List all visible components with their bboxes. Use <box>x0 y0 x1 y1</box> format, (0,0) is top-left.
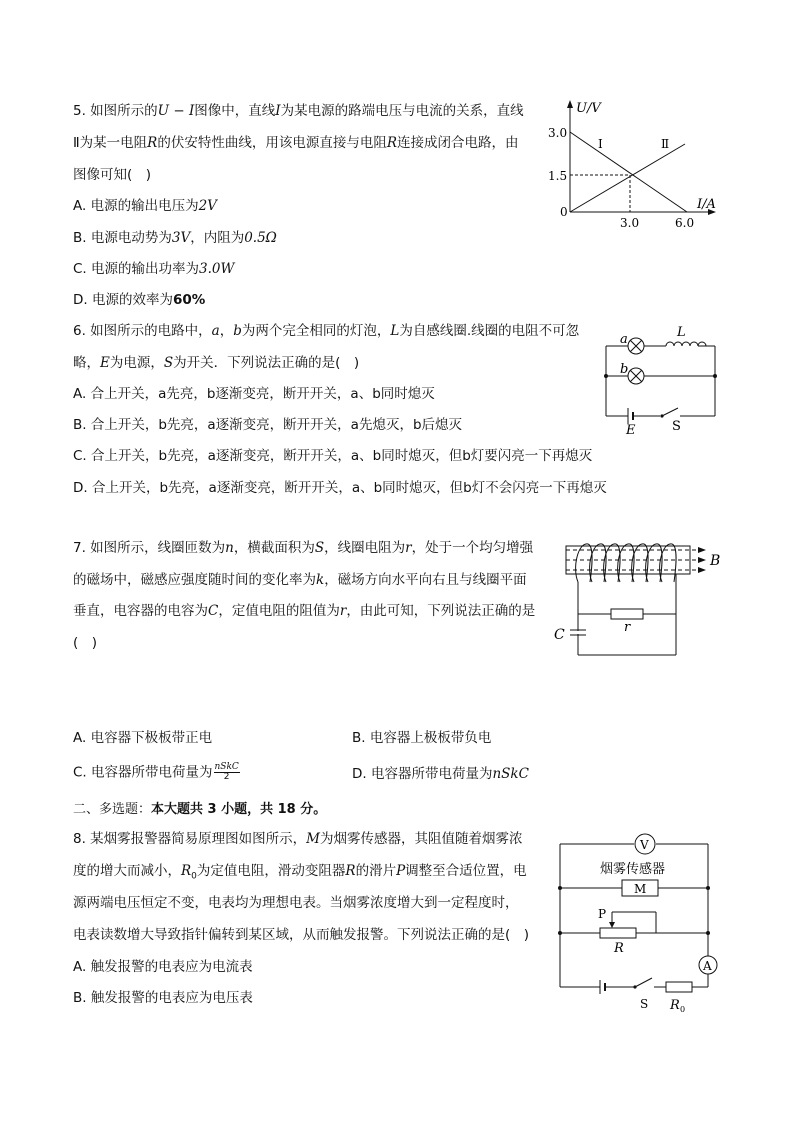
stem-var: R <box>181 863 192 879</box>
section-title: 二、多选题： <box>73 802 152 817</box>
option-text: C. 电容器所带电荷量为 <box>73 764 213 781</box>
stem-text: ，横截面积为 <box>233 540 315 556</box>
stem-var: a <box>211 323 220 339</box>
stem-text: 的磁场中，磁感应强度随时间的变化率为 <box>73 572 316 588</box>
rheostat-label: R <box>614 941 624 956</box>
fixed-resistor-icon <box>666 982 692 992</box>
q5-option-c <box>73 260 234 278</box>
option-text: D. 电源的效率为 <box>73 292 173 308</box>
q6-option-c: C. 合上开关，b先亮，a逐渐变亮，断开开关，a、b同时熄灭，但b灯要闪亮一下再熄灭 <box>73 448 593 464</box>
option-text: B. 电源电动势为 <box>73 230 172 246</box>
line-II-label: Ⅱ <box>661 137 670 151</box>
q5-option-d <box>73 291 205 309</box>
fraction-denominator: 2 <box>223 772 230 782</box>
rheostat-icon <box>600 928 636 938</box>
q7-stem-line1 <box>73 539 533 557</box>
q5-stem-text: 图像中，直线 <box>194 103 276 119</box>
q5-option-a <box>73 197 217 215</box>
q7-coil-circuit <box>548 538 728 663</box>
r0-label: R <box>670 998 680 1013</box>
q6-stem-line1 <box>73 322 579 340</box>
switch-label: S <box>640 997 649 1011</box>
fraction <box>214 763 240 782</box>
stem-text: ，处于一个均匀增强 <box>411 540 534 556</box>
q7-stem-line4: ( ) <box>73 635 98 651</box>
stem-text: 略， <box>73 355 100 371</box>
option-text: A. 电源的输出电压为 <box>73 198 199 214</box>
stem-text: 为电源， <box>109 355 164 371</box>
stem-var: S <box>163 355 174 371</box>
q8-stem-line3: 源两端电压恒定不变，电表均为理想电表。当烟雾浓度增大到一定程度时， <box>73 895 519 911</box>
stem-var: r <box>339 603 347 619</box>
q6-stem-line2 <box>73 354 359 372</box>
inductor-coil-icon <box>666 342 706 346</box>
switch-icon <box>662 408 678 416</box>
q7-stem-line3 <box>73 602 535 620</box>
option-value: 60% <box>172 292 206 308</box>
capacitor-label: C <box>554 627 565 643</box>
stem-var: b <box>233 323 242 339</box>
stem-text: ，定值电阻的阻值为 <box>218 603 340 619</box>
x-tick-6: 6.0 <box>675 216 695 230</box>
voltmeter-label: V <box>640 838 649 852</box>
q8-option-b: B. 触发报警的电表应为电压表 <box>73 990 253 1006</box>
q7-stem-line2 <box>73 571 527 589</box>
q7-option-c <box>73 763 240 782</box>
slider-arrow-icon <box>609 922 615 928</box>
q7-option-a: A. 电容器下极板带正电 <box>73 730 213 746</box>
stem-var: L <box>390 323 400 339</box>
stem-text: ， <box>219 323 234 339</box>
stem-var: P <box>396 863 406 879</box>
ammeter-label: A <box>703 959 712 973</box>
q7-option-b: B. 电容器上极板带负电 <box>352 730 492 746</box>
stem-var: C <box>208 603 219 619</box>
section-subtitle: 本大题共 3 小题，共 18 分。 <box>151 802 327 817</box>
q8-option-a: A. 触发报警的电表应为电流表 <box>73 959 253 975</box>
stem-var: n <box>225 540 234 556</box>
stem-subscript: 0 <box>191 871 197 882</box>
q7-option-d <box>352 765 529 783</box>
q5-stem-ui: U − I <box>157 103 195 119</box>
origin-label: 0 <box>560 205 568 219</box>
option-text: D. 电容器所带电荷量为 <box>352 766 493 782</box>
stem-text: 为开关．下列说法正确的是( ) <box>173 355 360 371</box>
stem-text: ，由此可知，下列说法正确的是 <box>346 603 536 619</box>
coil-label: L <box>677 325 686 340</box>
line-I <box>570 132 687 212</box>
stem-text: 6. 如图所示的电路中， <box>73 323 212 339</box>
q5-stem-text: 5. 如图所示的 <box>73 103 158 119</box>
q6-option-b: B. 合上开关，b先亮，a逐渐变亮，断开开关，a先熄灭，b后熄灭 <box>73 417 463 433</box>
q6-option-d: D. 合上开关，b先亮，a逐渐变亮，断开开关，a、b同时熄灭，但b灯不会闪亮一下再熄灭 <box>73 480 607 496</box>
stem-text: 8. 某烟雾报警器简易原理图如图所示， <box>73 831 307 847</box>
resistor-icon <box>611 609 643 619</box>
field-label: B <box>710 553 721 569</box>
q5-option-b <box>73 229 277 247</box>
q6-option-a: A. 合上开关，a先亮，b逐渐变亮，断开开关，a、b同时熄灭 <box>73 386 435 402</box>
lamp-b-label: b <box>620 362 629 377</box>
q8-stem-line1 <box>73 830 523 848</box>
q5-stem-text: 的伏安特性曲线，用该电源直接与电阻 <box>157 135 387 151</box>
stem-text: ，线圈电阻为 <box>324 540 406 556</box>
stem-text: 为烟雾传感器，其阻值随着烟雾浓 <box>320 831 523 847</box>
y-tick-3: 3.0 <box>548 126 568 140</box>
q5-stem-line2 <box>73 134 519 152</box>
q5-stem-var: I <box>275 103 281 119</box>
sensor-M-label: M <box>634 882 647 896</box>
q5-stem-text: Ⅱ为某一电阻 <box>73 135 148 151</box>
stem-var: r <box>405 540 412 556</box>
q5-stem-line3: 图像可知( ) <box>73 167 152 183</box>
q8-stem-line2 <box>73 862 527 886</box>
q5-ui-graph <box>540 98 720 238</box>
option-value: nSkC <box>492 766 529 782</box>
q5-stem-text: 为某电源的路端电压与电流的关系，直线 <box>280 103 524 119</box>
sensor-label: 烟雾传感器 <box>600 862 666 877</box>
stem-text: 垂直，电容器的电容为 <box>73 603 208 619</box>
y-axis-label: U/V <box>576 101 601 116</box>
stem-var: M <box>306 831 320 847</box>
stem-var: E <box>100 355 110 371</box>
fraction-numerator: nSkC <box>214 762 239 772</box>
q8-alarm-circuit <box>552 832 722 1017</box>
stem-text: 为自感线圈.线圈的电阻不可忽 <box>399 323 580 339</box>
x-axis-label: I/A <box>697 197 716 212</box>
option-value: 3V <box>171 230 191 246</box>
lamp-a-label: a <box>620 332 628 347</box>
stem-text: 为定值电阻，滑动变阻器 <box>196 863 346 879</box>
section-heading <box>73 801 326 819</box>
stem-text: ，磁场方向水平向右且与线圈平面 <box>324 572 527 588</box>
battery-label: E <box>626 423 636 438</box>
switch-label: S <box>672 419 681 434</box>
option-value: 0.5Ω <box>244 230 277 246</box>
stem-text: 7. 如图所示，线圈匝数为 <box>73 540 226 556</box>
switch-icon <box>635 978 652 987</box>
line-I-label: I <box>598 137 603 151</box>
stem-var: S <box>314 540 325 556</box>
line-II <box>570 144 685 212</box>
stem-text: 为两个完全相同的灯泡， <box>241 323 391 339</box>
stem-var: k <box>316 572 325 588</box>
option-value: 3.0W <box>199 261 235 277</box>
stem-text: 的滑片 <box>355 863 397 879</box>
q8-stem-line4: 电表读数增大导致指针偏转到某区域，从而触发报警。下列说法正确的是( ) <box>73 927 530 943</box>
q5-stem-text: 连接成闭合电路，由 <box>397 135 519 151</box>
resistor-label: r <box>624 620 631 635</box>
option-text: ，内阻为 <box>190 230 245 246</box>
q5-stem-var: R <box>386 135 397 151</box>
stem-text: 调整至合适位置，电 <box>405 863 527 879</box>
option-value: 2V <box>198 198 217 214</box>
stem-text: 度的增大而减小， <box>73 863 181 879</box>
x-tick-3: 3.0 <box>620 216 640 230</box>
q5-stem-var: R <box>147 135 158 151</box>
q5-stem-line1 <box>73 102 524 120</box>
q6-circuit <box>600 322 730 438</box>
y-tick-1.5: 1.5 <box>548 169 568 183</box>
option-text: C. 电源的输出功率为 <box>73 261 200 277</box>
slider-label: P <box>598 907 607 921</box>
stem-var: R <box>345 863 356 879</box>
r0-subscript: 0 <box>680 1005 686 1014</box>
